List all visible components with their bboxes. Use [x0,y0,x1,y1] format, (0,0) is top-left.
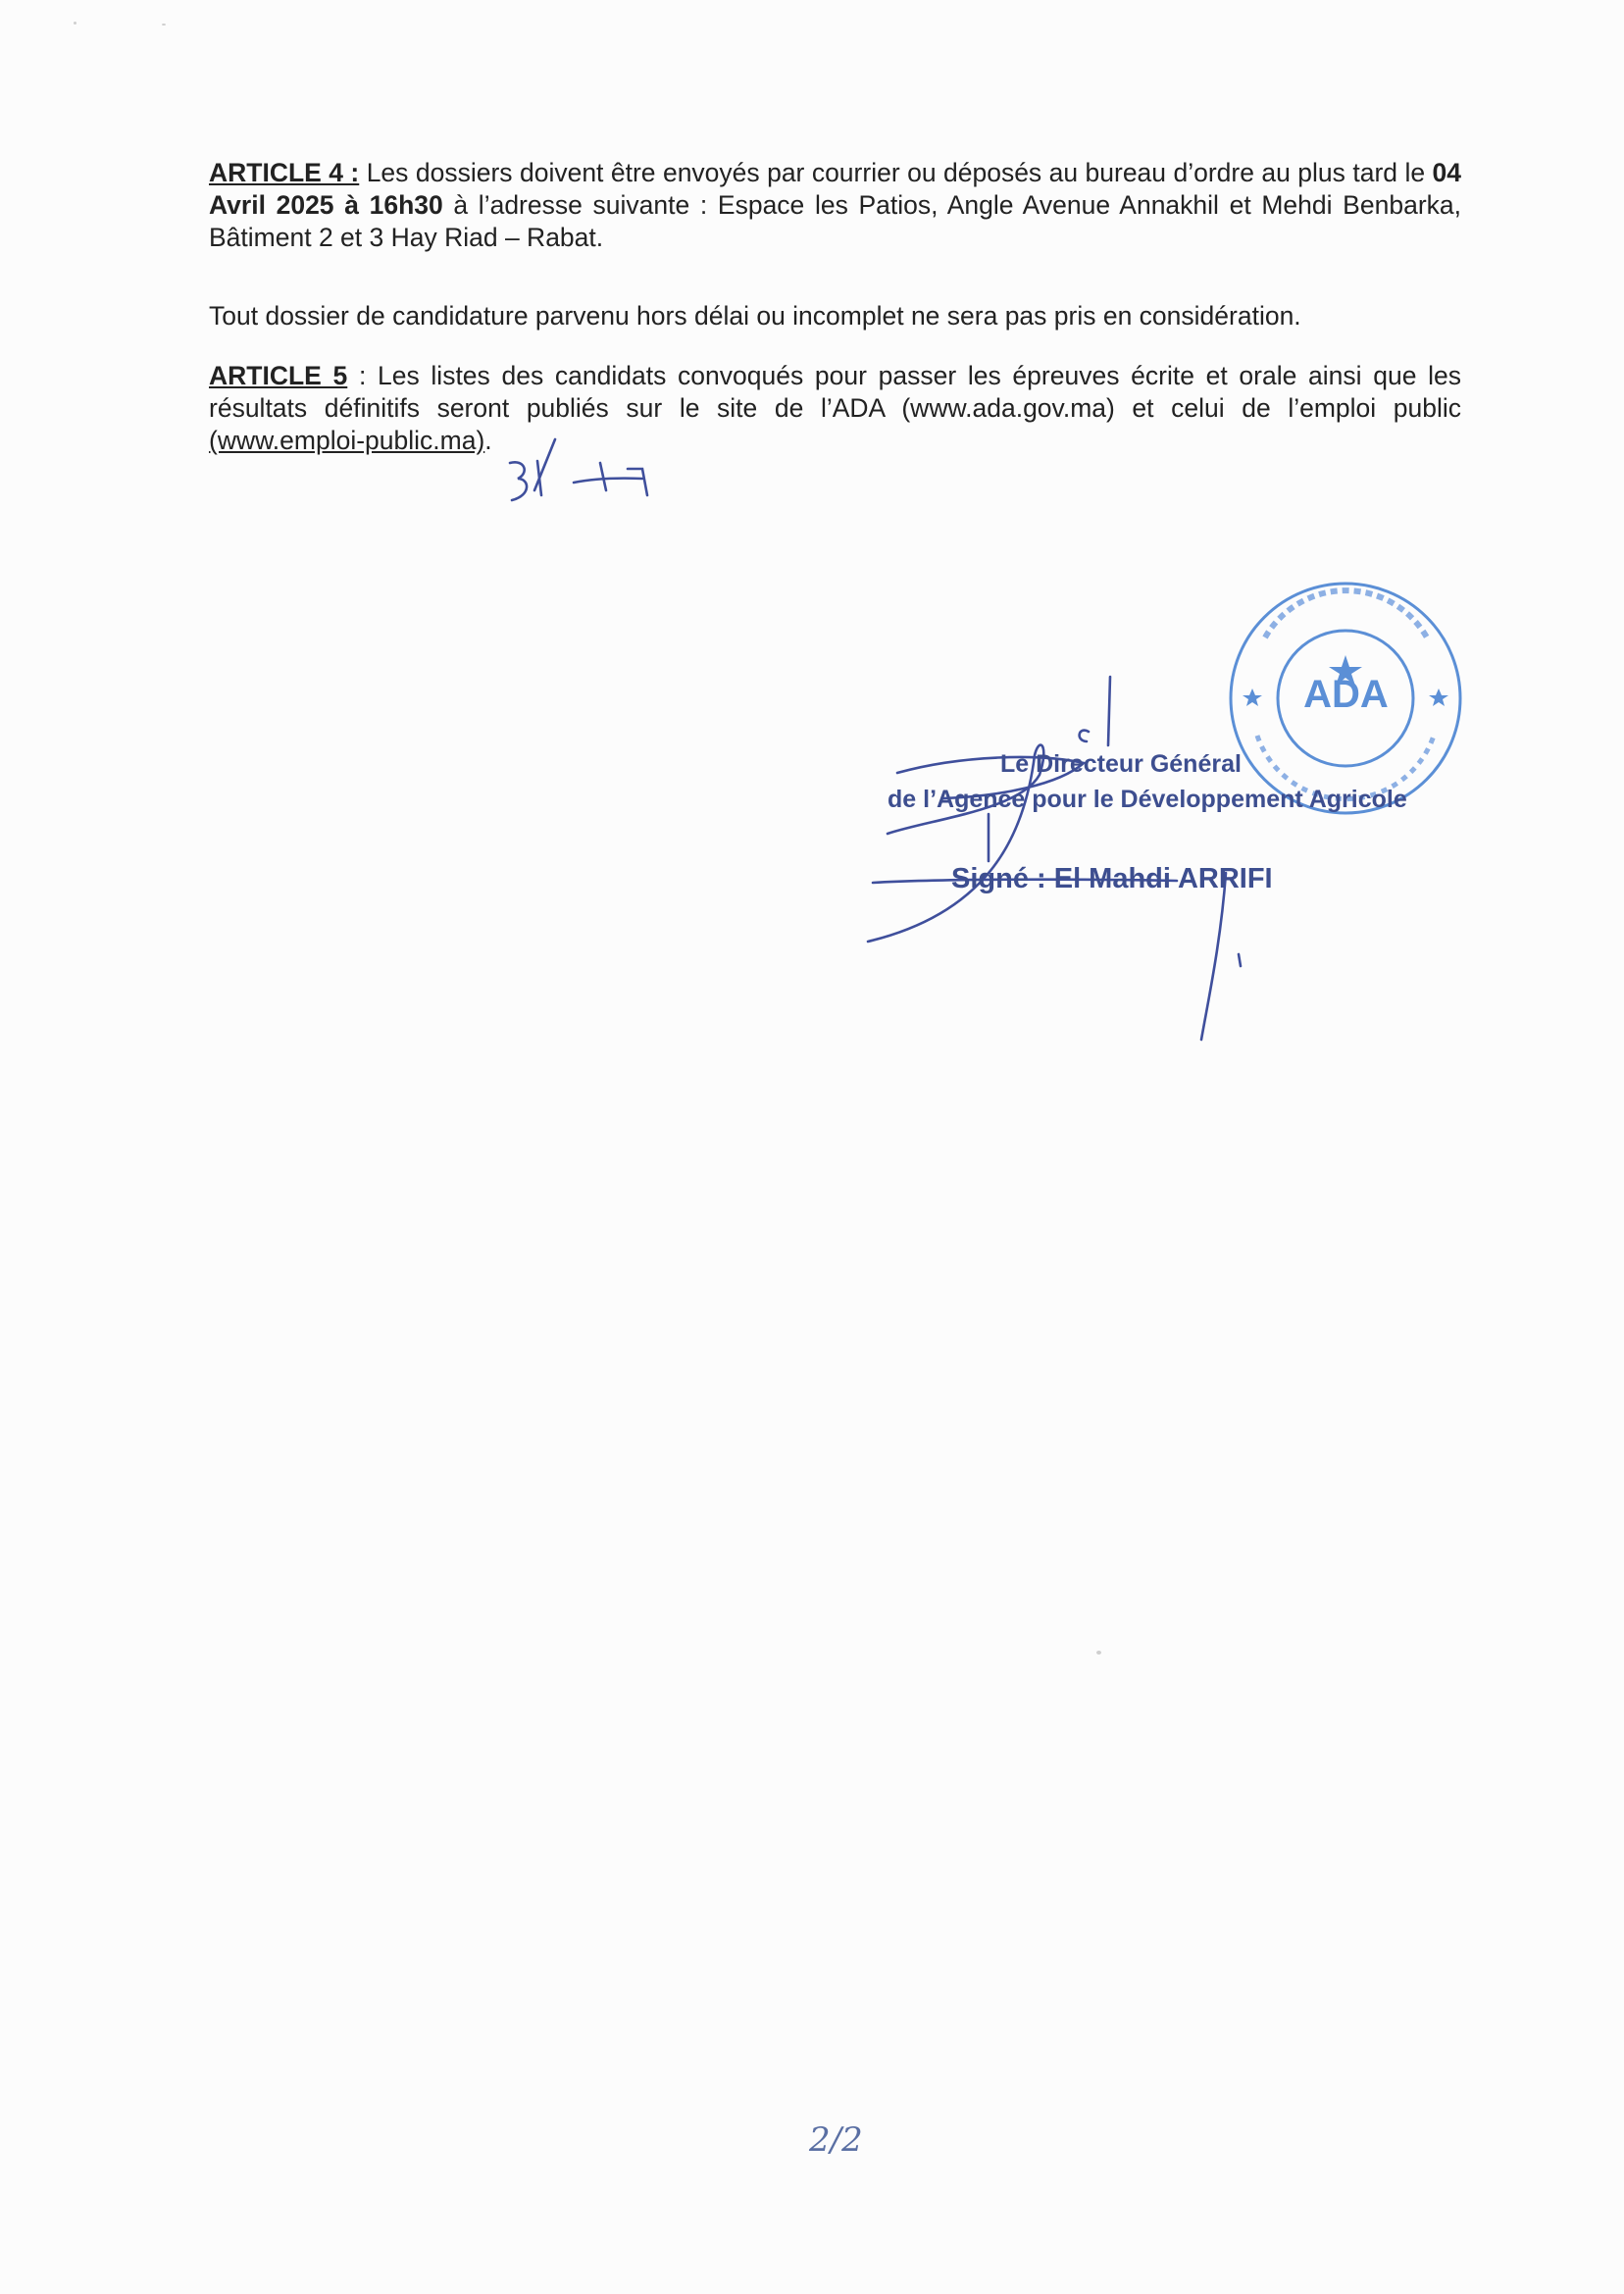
stamp-ada-text: ADA [1303,673,1389,716]
signatory-title-line1: Le Directeur Général [1000,750,1242,778]
signatory-title-line2: de l’Agence pour le Développement Agricole [888,786,1407,813]
article-4-text: Les dossiers doivent être envoyés par courrier ou déposés au bureau d’ordre au plus tard le [359,158,1433,187]
notice-paragraph: Tout dossier de candidature parvenu hors délai ou incomplet ne sera pas pris en considération. [209,301,1301,331]
article-4-deadline: 04 Avril 2025 à 16h30 [209,158,1461,220]
article-5-text: : Les listes des candidats convoqués pour passer les épreuves écrite et orale ainsi que les résultats définitifs seront publiés sur le site de l’ADA (www.ada.gov.ma) et celui de l’emploi public [209,361,1461,423]
scan-speck [1096,1651,1101,1655]
article-4-label: ARTICLE 4 : [209,158,360,187]
ada-stamp [1226,579,1466,819]
article-5-label: ARTICLE 5 [209,361,348,390]
scan-speck [74,22,76,25]
signatory-name: Signé : El Mahdi ARRIFI [951,863,1273,894]
page-number: 2/2 [809,2120,863,2160]
article-5-end: . [484,426,492,455]
article-4-address: à l’adresse suivante : Espace les Patios, Angle Avenue Annakhil et Mehdi Benbarka, Bâtiment 2 et 3 Hay Riad – Rabat. [209,190,1461,252]
emploi-public-link[interactable]: (www.emploi-public.ma) [209,426,485,455]
scan-speck [162,24,166,25]
initials-scribble [510,439,1241,1040]
